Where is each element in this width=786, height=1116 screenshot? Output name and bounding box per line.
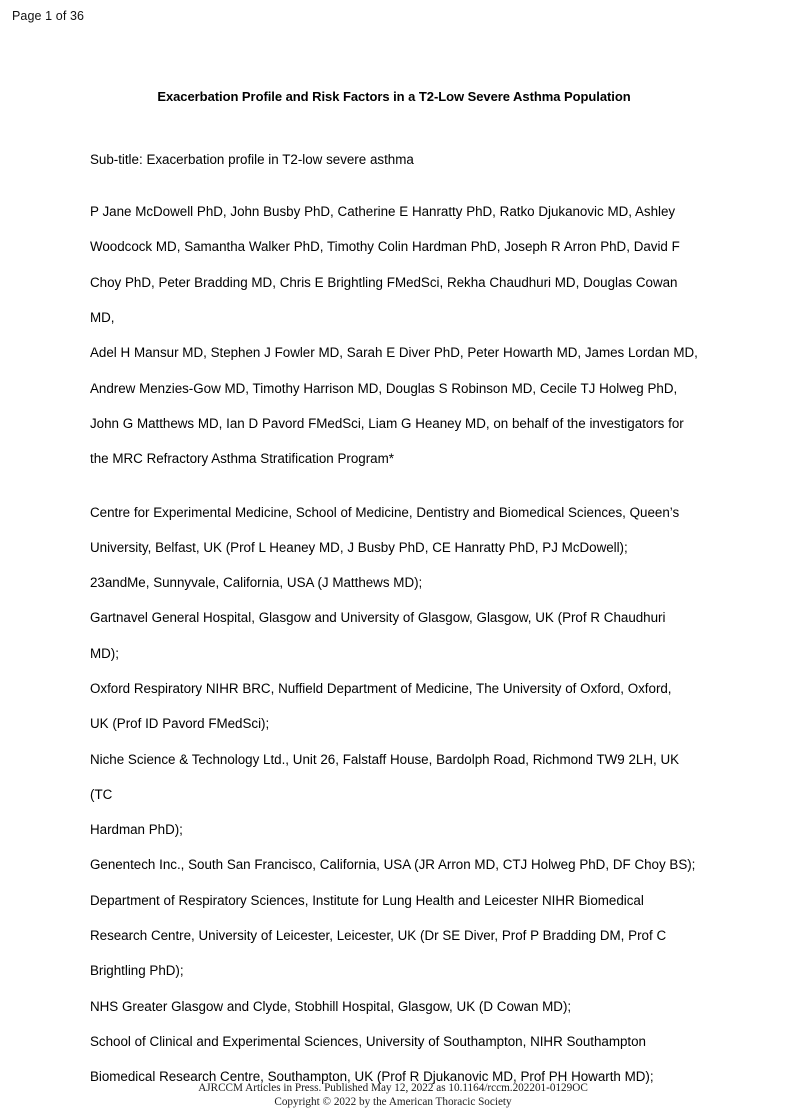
author-line: Choy PhD, Peter Bradding MD, Chris E Brightling FMedSci, Rekha Chaudhuri MD, Douglas Cowan MD,	[90, 274, 678, 326]
affiliation-item	[90, 671, 698, 742]
affiliation-line: Department of Respiratory Sciences, Institute for Lung Health and Leicester NIHR Biomedical	[90, 892, 644, 908]
affiliation-line: Biomedical Research Centre, Southampton, UK (Prof R Djukanovic MD, Prof PH Howarth MD);	[90, 1069, 654, 1085]
affiliation-line: University, Belfast, UK (Prof L Heaney MD, J Busby PhD, CE Hanratty PhD, PJ McDowell);	[90, 539, 628, 555]
affiliation-item	[90, 742, 698, 848]
author-line: P Jane McDowell PhD, John Busby PhD, Catherine E Hanratty PhD, Ratko Djukanovic MD, Ashley	[90, 204, 676, 220]
affiliation-line: Gartnavel General Hospital, Glasgow and University of Glasgow, Glasgow, UK (Prof R Chaudhuri MD);	[90, 610, 666, 661]
author-line: the MRC Refractory Asthma Stratification Program*	[90, 451, 394, 467]
affiliation-line: NHS Greater Glasgow and Clyde, Stobhill Hospital, Glasgow, UK (D Cowan MD);	[90, 998, 572, 1014]
affiliation-line: Research Centre, University of Leicester, Leicester, UK (Dr SE Diver, Prof P Bradding DM, Prof C	[90, 928, 667, 944]
affiliation-line: UK (Prof ID Pavord FMedSci);	[90, 716, 270, 732]
author-line: Andrew Menzies-Gow MD, Timothy Harrison MD, Douglas S Robinson MD, Cecile TJ Holweg PhD,	[90, 380, 678, 396]
affiliation-line: Hardman PhD);	[90, 822, 183, 838]
author-line: Woodcock MD, Samantha Walker PhD, Timothy Colin Hardman PhD, Joseph R Arron PhD, David F	[90, 239, 680, 255]
author-list	[90, 194, 698, 476]
page-footer	[0, 1082, 786, 1109]
affiliation-line: Niche Science & Technology Ltd., Unit 26, Falstaff House, Bardolph Road, Richmond TW9 2LH, UK (TC	[90, 751, 680, 802]
affiliation-line: School of Clinical and Experimental Sciences, University of Southampton, NIHR Southampton	[90, 1033, 646, 1049]
affiliation-line: Genentech Inc., South San Francisco, California, USA (JR Arron MD, CTJ Holweg PhD, DF Choy BS);	[90, 857, 696, 873]
document-subtitle: Sub-title: Exacerbation profile in T2-low severe asthma	[90, 151, 414, 167]
affiliation-line: 23andMe, Sunnyvale, California, USA (J Matthews MD);	[90, 575, 423, 591]
author-line: John G Matthews MD, Ian D Pavord FMedSci, Liam G Heaney MD, on behalf of the investigators for	[90, 415, 684, 431]
affiliation-list	[90, 495, 698, 1095]
affiliation-line: Centre for Experimental Medicine, School of Medicine, Dentistry and Biomedical Sciences, Queen’s	[90, 504, 680, 520]
author-line: Adel H Mansur MD, Stephen J Fowler MD, Sarah E Diver PhD, Peter Howarth MD, James Lordan MD,	[90, 345, 698, 361]
affiliation-item	[90, 989, 698, 1024]
affiliation-line: Oxford Respiratory NIHR BRC, Nuffield Department of Medicine, The University of Oxford, Oxford,	[90, 681, 672, 696]
affiliation-item	[90, 600, 698, 671]
affiliation-item	[90, 883, 698, 989]
footer-copyright-line: Copyright © 2022 by the American Thoracic Society	[274, 1095, 512, 1108]
footer-citation-line: AJRCCM Articles in Press. Published May 12, 2022 as 10.1164/rccm.202201-0129OC	[198, 1082, 588, 1094]
affiliation-item	[90, 847, 698, 882]
affiliation-item	[90, 565, 698, 600]
page-title: Exacerbation Profile and Risk Factors in a T2-Low Severe Asthma Population	[157, 89, 631, 104]
page-number-header: Page 1 of 36	[12, 9, 85, 23]
affiliation-line: Brightling PhD);	[90, 963, 184, 979]
affiliation-item	[90, 495, 698, 566]
document-content	[90, 88, 698, 1095]
